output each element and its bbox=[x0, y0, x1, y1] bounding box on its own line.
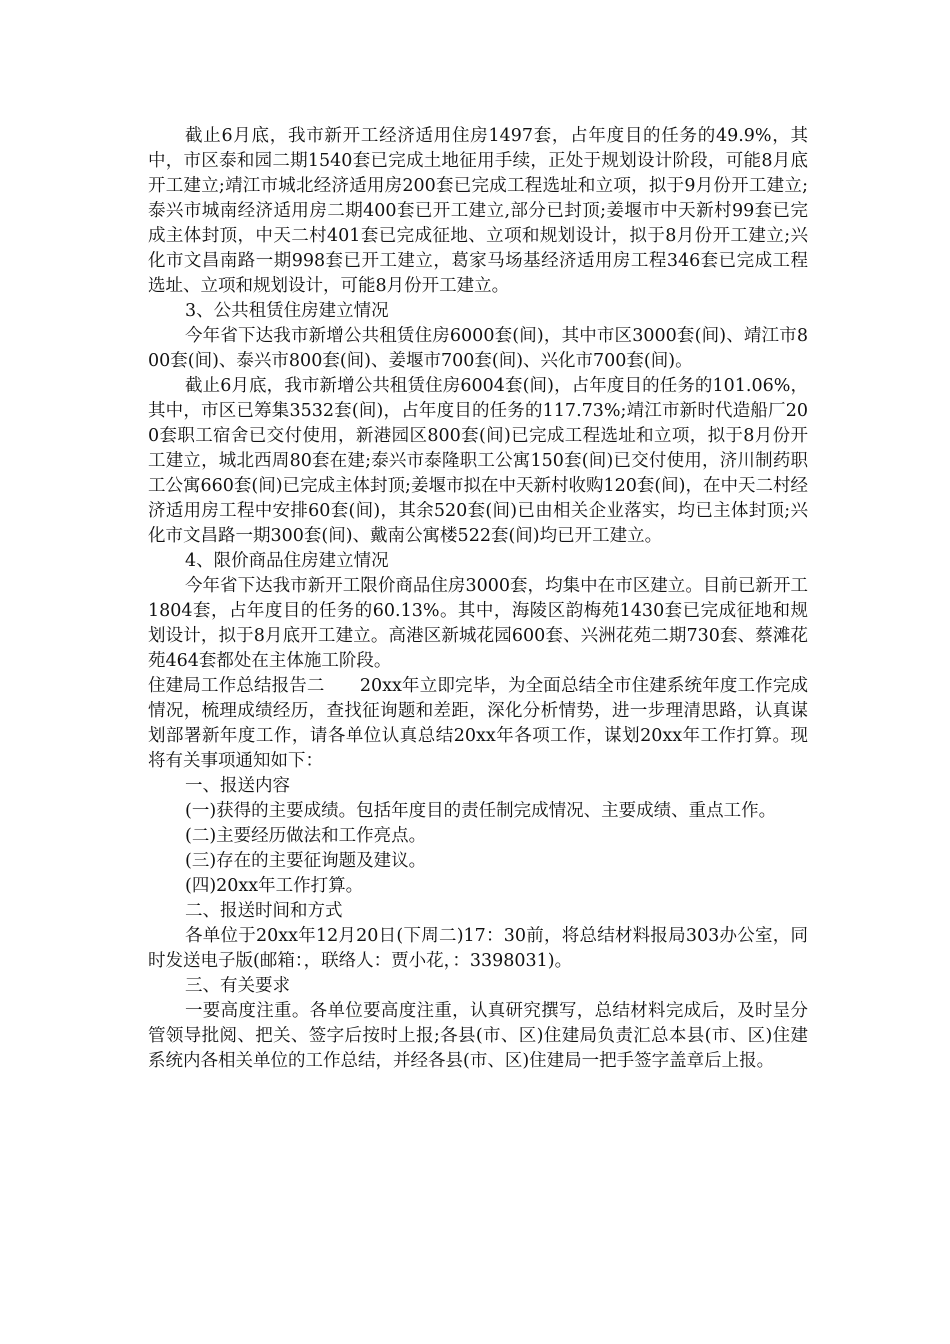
paragraph-affordable-housing-progress: 截止6月底，我市新开工经济适用住房1497套，占年度目的任务的49.9%，其中，市区泰和园二期1540套已完成土地征用手续，正处于规划设计阶段，可能8月底开工建立;靖江市城北经济适用房200套已完成工程选址和立项，拟于9月份开工建立;泰兴市城南经济适用房二期400套已开工建立,部分已封顶;姜堰市中天新村99套已完成主体封顶，中天二村401套已完成征地、立项和规划设计，拟于8月份开工建立;兴化市文昌南路一期998套已开工建立，葛家马场基经济适用房工程346套已完成工程选址、立项和规划设计，可能8月份开工建立。 bbox=[148, 126, 808, 296]
section-heading-price-limited-housing: 4、限价商品住房建立情况 bbox=[185, 551, 389, 571]
list-item-problems: (三)存在的主要征询题及建议。 bbox=[185, 851, 427, 871]
section-heading-public-rental-housing: 3、公共租赁住房建立情况 bbox=[185, 301, 389, 321]
paragraph-submission-details: 各单位于20xx年12月20日(下周二)17：30前，将总结材料报局303办公室，同时发送电子版(邮箱：，联络人：贾小花，：3398031)。 bbox=[148, 926, 808, 971]
paragraph-public-rental-target: 今年省下达我市新增公共租赁住房6000套(间)，其中市区3000套(间)、靖江市800套(间)、泰兴市800套(间)、姜堰市700套(间)、兴化市700套(间)。 bbox=[148, 326, 808, 371]
section-heading-submission-time: 二、报送时间和方式 bbox=[185, 901, 343, 921]
section-heading-requirements: 三、有关要求 bbox=[185, 976, 290, 996]
paragraph-report-two-intro: 住建局工作总结报告二 20xx年立即完毕，为全面总结全市住建系统年度工作完成情况，梳理成绩经历，查找征询题和差距，深化分析情势，进一步理清思路，认真谋划部署新年度工作，请各单位认真总结20xx年各项工作，谋划20xx年工作打算。现将有关事项通知如下： bbox=[148, 676, 808, 771]
document-body bbox=[148, 124, 808, 1074]
list-item-work-plan: (四)20xx年工作打算。 bbox=[185, 876, 364, 896]
section-heading-submission-content: 一、报送内容 bbox=[185, 776, 290, 796]
list-item-experience: (二)主要经历做法和工作亮点。 bbox=[185, 826, 427, 846]
paragraph-public-rental-progress: 截止6月底，我市新增公共租赁住房6004套(间)，占年度目的任务的101.06%，其中，市区已筹集3532套(间)，占年度目的任务的117.73%;靖江市新时代造船厂200套职工宿舍已交付使用，新港园区800套(间)已完成工程选址和立项，拟于8月份开工建立，城北西周80套在建;泰兴市泰隆职工公寓150套(间)已交付使用，济川制药职工公寓660套(间)已完成主体封顶;姜堰市拟在中天新村收购120套(间)，在中天二村经济适用房工程中安排60套(间)，其余520套(间)已由相关企业落实，均已主体封顶;兴化市文昌路一期300套(间)、戴南公寓楼522套(间)均已开工建立。 bbox=[148, 376, 809, 546]
paragraph-price-limited-progress: 今年省下达我市新开工限价商品住房3000套，均集中在市区建立。目前已新开工1804套，占年度目的任务的60.13%。其中，海陵区韵梅苑1430套已完成征地和规划设计，拟于8月底开工建立。高港区新城花园600套、兴洲花苑二期730套、蔡滩花苑464套都处在主体施工阶段。 bbox=[148, 576, 808, 671]
paragraph-requirements: 一要高度注重。各单位要高度注重，认真研究撰写，总结材料完成后，及时呈分管领导批阅、把关、签字后按时上报;各县(市、区)住建局负责汇总本县(市、区)住建系统内各相关单位的工作总结，并经各县(市、区)住建局一把手签字盖章后上报。 bbox=[148, 1001, 808, 1071]
list-item-achievements: (一)获得的主要成绩。包括年度目的责任制完成情况、主要成绩、重点工作。 bbox=[185, 801, 777, 821]
